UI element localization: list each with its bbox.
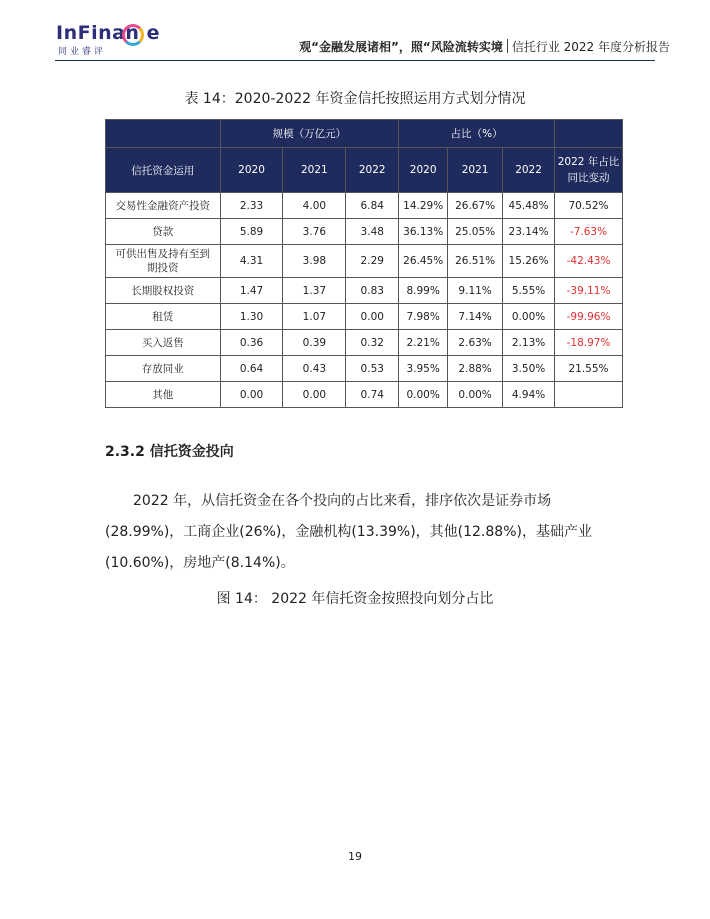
cell-share-2020: 2.21% xyxy=(399,330,448,356)
cell-share-2020: 26.45% xyxy=(399,245,448,278)
cell-scale-2021: 3.76 xyxy=(283,219,346,245)
table-row xyxy=(106,304,623,330)
table-row xyxy=(106,219,623,245)
header-divider xyxy=(507,39,508,53)
table-row xyxy=(106,193,623,219)
cell-scale-2020: 1.47 xyxy=(220,278,283,304)
cell-share-2020: 3.95% xyxy=(399,356,448,382)
cell-share-2021: 7.14% xyxy=(448,304,503,330)
cell-share-2022: 0.00% xyxy=(503,304,555,330)
cell-change: 21.55% xyxy=(555,356,623,382)
row-name: 其他 xyxy=(106,382,221,408)
logo-ring-icon xyxy=(122,24,144,46)
figure-caption: 图 14： 2022 年信托资金按照投向划分占比 xyxy=(216,591,494,607)
cell-scale-2020: 4.31 xyxy=(220,245,283,278)
cell-scale-2022: 0.32 xyxy=(346,330,399,356)
table-row xyxy=(106,330,623,356)
cell-share-2020: 8.99% xyxy=(399,278,448,304)
row-name: 存放同业 xyxy=(106,356,221,382)
col-header-scale-2022: 2022 xyxy=(346,148,399,193)
table-row xyxy=(106,356,623,382)
cell-scale-2020: 5.89 xyxy=(220,219,283,245)
cell-scale-2022: 6.84 xyxy=(346,193,399,219)
cell-scale-2020: 0.00 xyxy=(220,382,283,408)
table-group-header-row xyxy=(106,120,623,148)
row-name: 贷款 xyxy=(106,219,221,245)
table-column-header-row xyxy=(106,148,623,193)
cell-change: -42.43% xyxy=(555,245,623,278)
cell-change xyxy=(555,382,623,408)
logo-wordmark: InFinan e xyxy=(56,22,160,44)
cell-scale-2021: 4.00 xyxy=(283,193,346,219)
col-header-share-2020: 2020 xyxy=(399,148,448,193)
cell-share-2022: 3.50% xyxy=(503,356,555,382)
cell-share-2021: 9.11% xyxy=(448,278,503,304)
col-header-scale-2020: 2020 xyxy=(220,148,283,193)
cell-scale-2020: 1.30 xyxy=(220,304,283,330)
cell-share-2020: 0.00% xyxy=(399,382,448,408)
cell-share-2021: 2.63% xyxy=(448,330,503,356)
table-caption: 表 14：2020-2022 年资金信托按照运用方式划分情况 xyxy=(184,91,526,107)
cell-share-2020: 14.29% xyxy=(399,193,448,219)
col-header-scale-2021: 2021 xyxy=(283,148,346,193)
cell-scale-2022: 0.53 xyxy=(346,356,399,382)
cell-share-2021: 26.51% xyxy=(448,245,503,278)
cell-share-2022: 15.26% xyxy=(503,245,555,278)
cell-scale-2022: 0.83 xyxy=(346,278,399,304)
cell-share-2022: 45.48% xyxy=(503,193,555,219)
running-header xyxy=(299,38,670,55)
cell-scale-2021: 0.39 xyxy=(283,330,346,356)
header-blank-cell xyxy=(106,120,221,148)
section-heading: 2.3.2 信托资金投向 xyxy=(105,444,234,460)
cell-change: -99.96% xyxy=(555,304,623,330)
fund-usage-table xyxy=(105,119,623,408)
row-name: 租赁 xyxy=(106,304,221,330)
cell-change: -18.97% xyxy=(555,330,623,356)
cell-change: -39.11% xyxy=(555,278,623,304)
row-name: 可供出售及持有至到期投资 xyxy=(106,245,221,278)
cell-scale-2021: 3.98 xyxy=(283,245,346,278)
header-blank-cell xyxy=(555,120,623,148)
cell-change: -7.63% xyxy=(555,219,623,245)
row-name: 交易性金融资产投资 xyxy=(106,193,221,219)
logo-subtext: 同业睿评 xyxy=(58,47,107,57)
cell-scale-2022: 0.74 xyxy=(346,382,399,408)
header-slogan: 观“金融发展诸相”，照“风险流转实境 xyxy=(299,40,503,54)
cell-share-2022: 2.13% xyxy=(503,330,555,356)
cell-share-2022: 23.14% xyxy=(503,219,555,245)
table-row xyxy=(106,245,623,278)
col-header-change: 2022 年占比同比变动 xyxy=(555,148,623,193)
cell-share-2020: 36.13% xyxy=(399,219,448,245)
cell-scale-2021: 1.37 xyxy=(283,278,346,304)
header-report-title: 信托行业 2022 年度分析报告 xyxy=(511,40,670,54)
cell-scale-2022: 2.29 xyxy=(346,245,399,278)
header-rule xyxy=(55,60,655,61)
cell-share-2021: 0.00% xyxy=(448,382,503,408)
cell-share-2021: 2.88% xyxy=(448,356,503,382)
row-name: 长期股权投资 xyxy=(106,278,221,304)
table-row xyxy=(106,382,623,408)
cell-scale-2020: 2.33 xyxy=(220,193,283,219)
row-name: 买入返售 xyxy=(106,330,221,356)
col-header-share-2021: 2021 xyxy=(448,148,503,193)
cell-scale-2021: 0.43 xyxy=(283,356,346,382)
cell-share-2021: 25.05% xyxy=(448,219,503,245)
cell-scale-2022: 0.00 xyxy=(346,304,399,330)
cell-scale-2022: 3.48 xyxy=(346,219,399,245)
cell-share-2022: 5.55% xyxy=(503,278,555,304)
cell-scale-2021: 0.00 xyxy=(283,382,346,408)
scale-group-header: 规模（万亿元） xyxy=(220,120,399,148)
col-header-name: 信托资金运用 xyxy=(106,148,221,193)
share-group-header: 占比（%） xyxy=(399,120,555,148)
infinance-logo xyxy=(56,22,160,57)
cell-scale-2020: 0.36 xyxy=(220,330,283,356)
cell-share-2020: 7.98% xyxy=(399,304,448,330)
col-header-share-2022: 2022 xyxy=(503,148,555,193)
table-row xyxy=(106,278,623,304)
cell-scale-2020: 0.64 xyxy=(220,356,283,382)
body-paragraph: 2022 年，从信托资金在各个投向的占比来看，排序依次是证券市场(28.99%)，工商企业(26%)，金融机构(13.39%)，其他(12.88%)，基础产业(10.60%)，房地产(8.14%)。 xyxy=(105,493,592,571)
cell-change: 70.52% xyxy=(555,193,623,219)
cell-share-2022: 4.94% xyxy=(503,382,555,408)
cell-scale-2021: 1.07 xyxy=(283,304,346,330)
cell-share-2021: 26.67% xyxy=(448,193,503,219)
page-number: 19 xyxy=(348,850,362,863)
